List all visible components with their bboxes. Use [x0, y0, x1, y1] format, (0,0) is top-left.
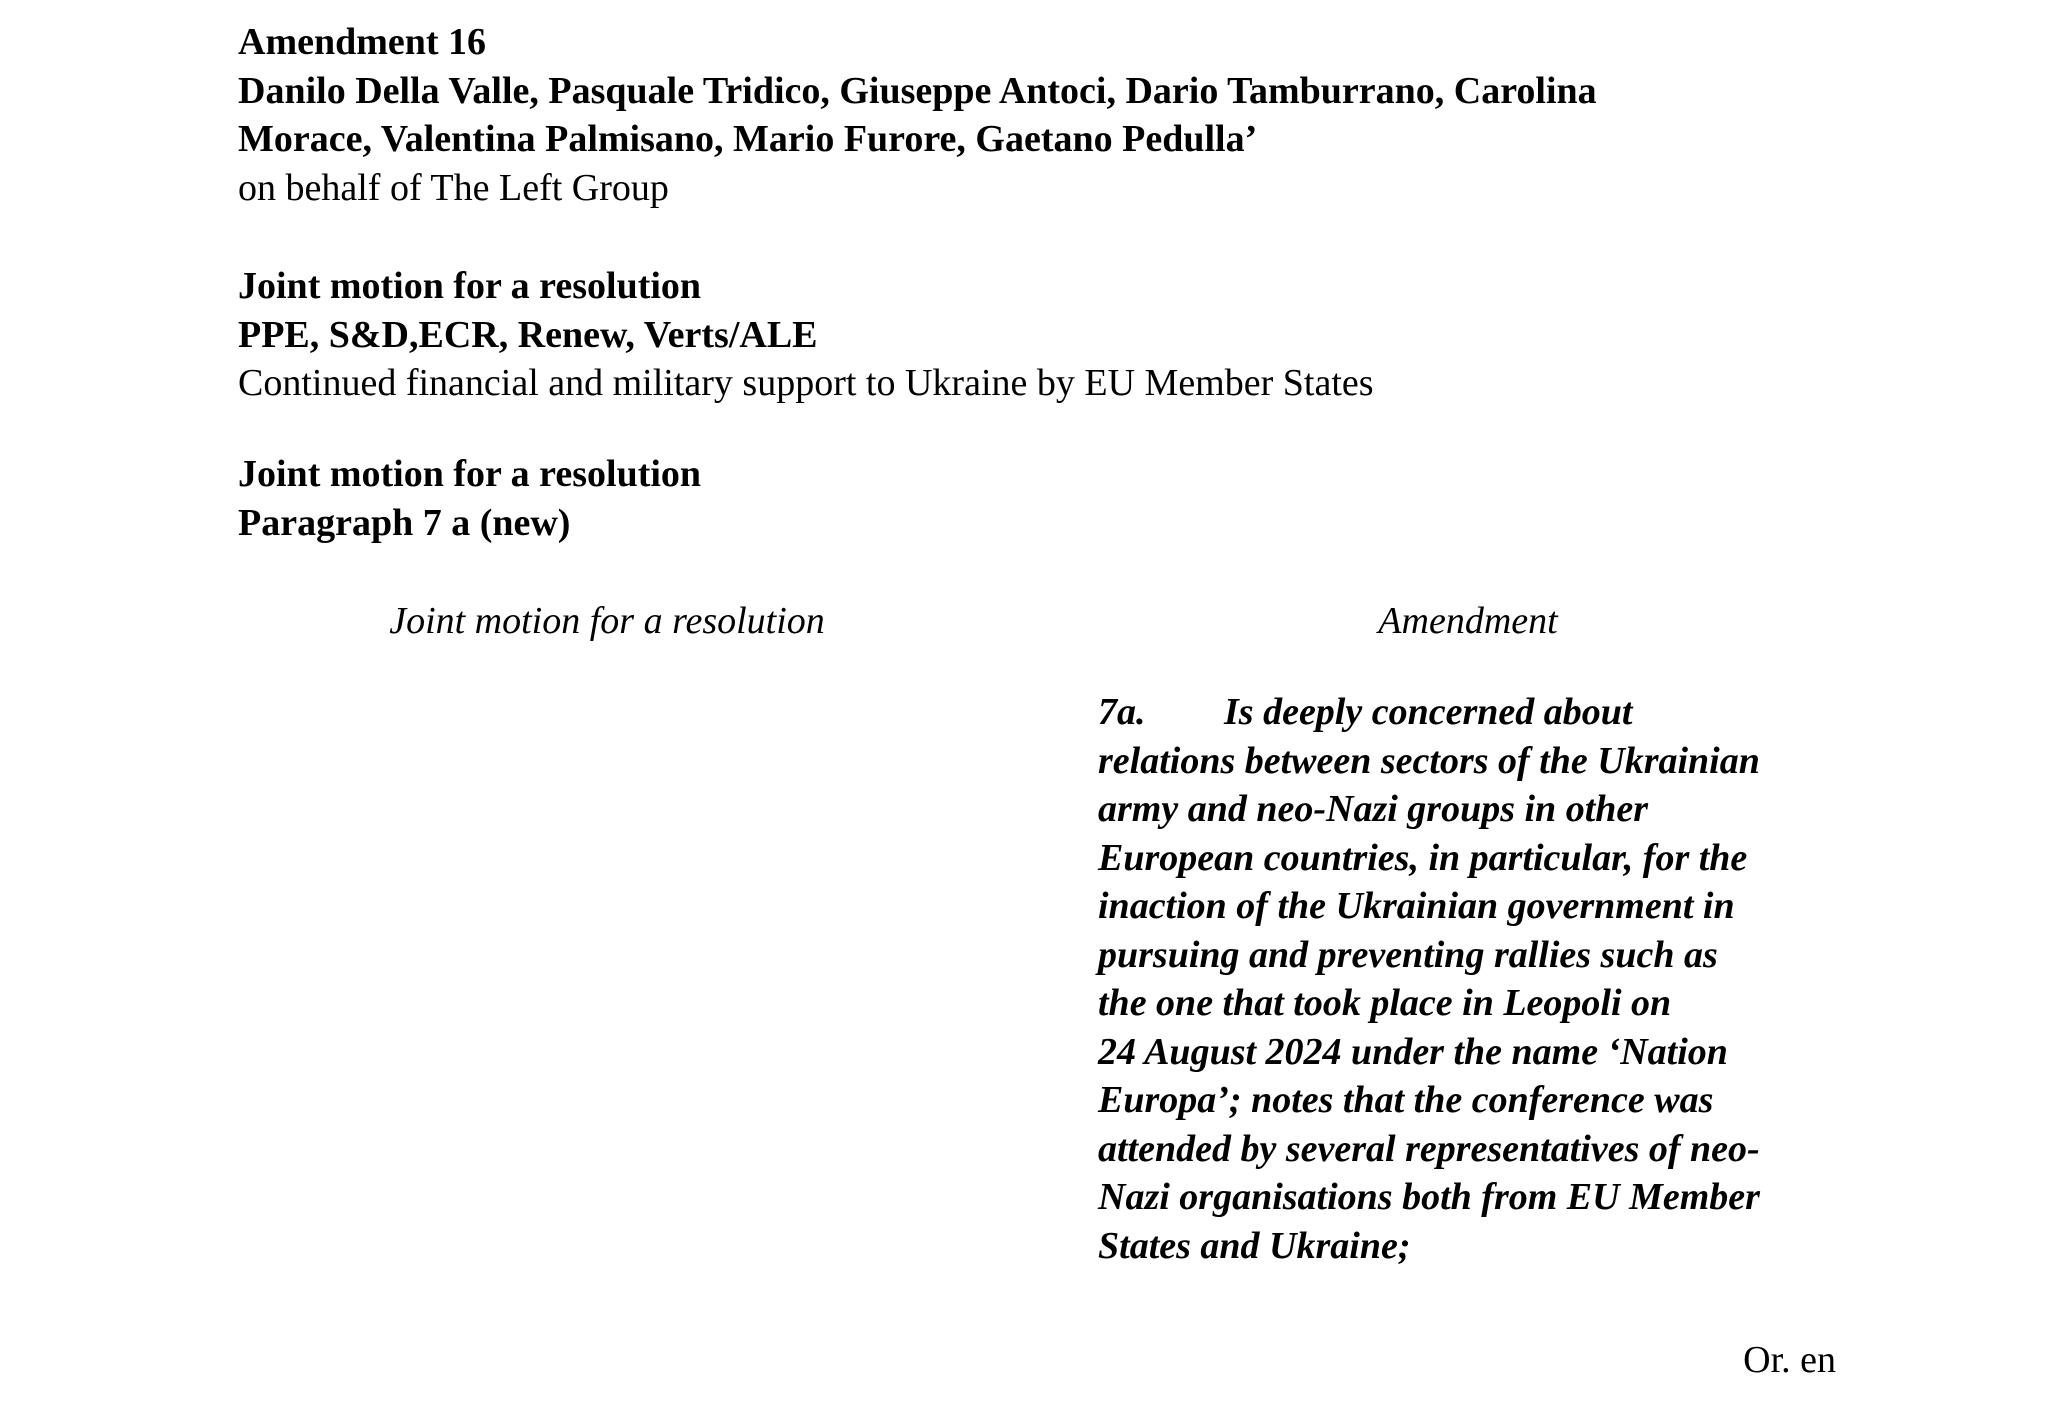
amendment-line: European countries, in particular, for the — [1098, 836, 1748, 879]
political-group: on behalf of The Left Group — [238, 166, 669, 209]
amendment-line: 24 August 2024 under the name ‘Nation — [1098, 1030, 1728, 1073]
amendment-text — [1098, 688, 1858, 1270]
paragraph-heading: Joint motion for a resolution — [238, 453, 702, 495]
amendment-title: Amendment 16 — [238, 21, 487, 63]
amendment-number: 7a. — [1098, 691, 1146, 733]
amendment-line: 7a. Is deeply concerned about — [1098, 688, 1858, 737]
amendment-line: attended by several representatives of neo- — [1098, 1127, 1760, 1170]
amendment-line: Europa’; notes that the conference was — [1098, 1079, 1714, 1121]
motion-heading: Joint motion for a resolution — [238, 265, 702, 307]
amendment-line: relations between sectors of the Ukrainian — [1098, 739, 1760, 782]
amendment-line: the one that took place in Leopoli on — [1098, 982, 1672, 1024]
amendment-line: army and neo-Nazi groups in other — [1098, 788, 1649, 830]
motion-groups: PPE, S&D,ECR, Renew, Verts/ALE — [238, 313, 818, 356]
column-heading-amendment: Amendment — [1378, 600, 1558, 642]
authors-line-2: Morace, Valentina Palmisano, Mario Furore, Gaetano Pedulla’ — [238, 118, 1258, 160]
authors-line-1: Danilo Della Valle, Pasquale Tridico, Giuseppe Antoci, Dario Tamburrano, Carolina — [238, 69, 1597, 112]
motion-header — [238, 262, 1858, 408]
motion-subject: Continued financial and military support to Ukraine by EU Member States — [238, 362, 1374, 404]
amendment-line: inaction of the Ukrainian government in — [1098, 885, 1735, 927]
column-heading-original: Joint motion for a resolution — [389, 600, 825, 642]
amendment-line: States and Ukraine; — [1098, 1224, 1411, 1267]
paragraph-reference: Paragraph 7 a (new) — [238, 501, 571, 544]
amendment-header — [238, 18, 1858, 212]
amendment-line: Nazi organisations both from EU Member — [1098, 1176, 1760, 1218]
amendment-line: pursuing and preventing rallies such as — [1098, 933, 1718, 976]
original-language: Or. en — [1743, 1339, 1836, 1381]
paragraph-header — [238, 450, 1858, 547]
